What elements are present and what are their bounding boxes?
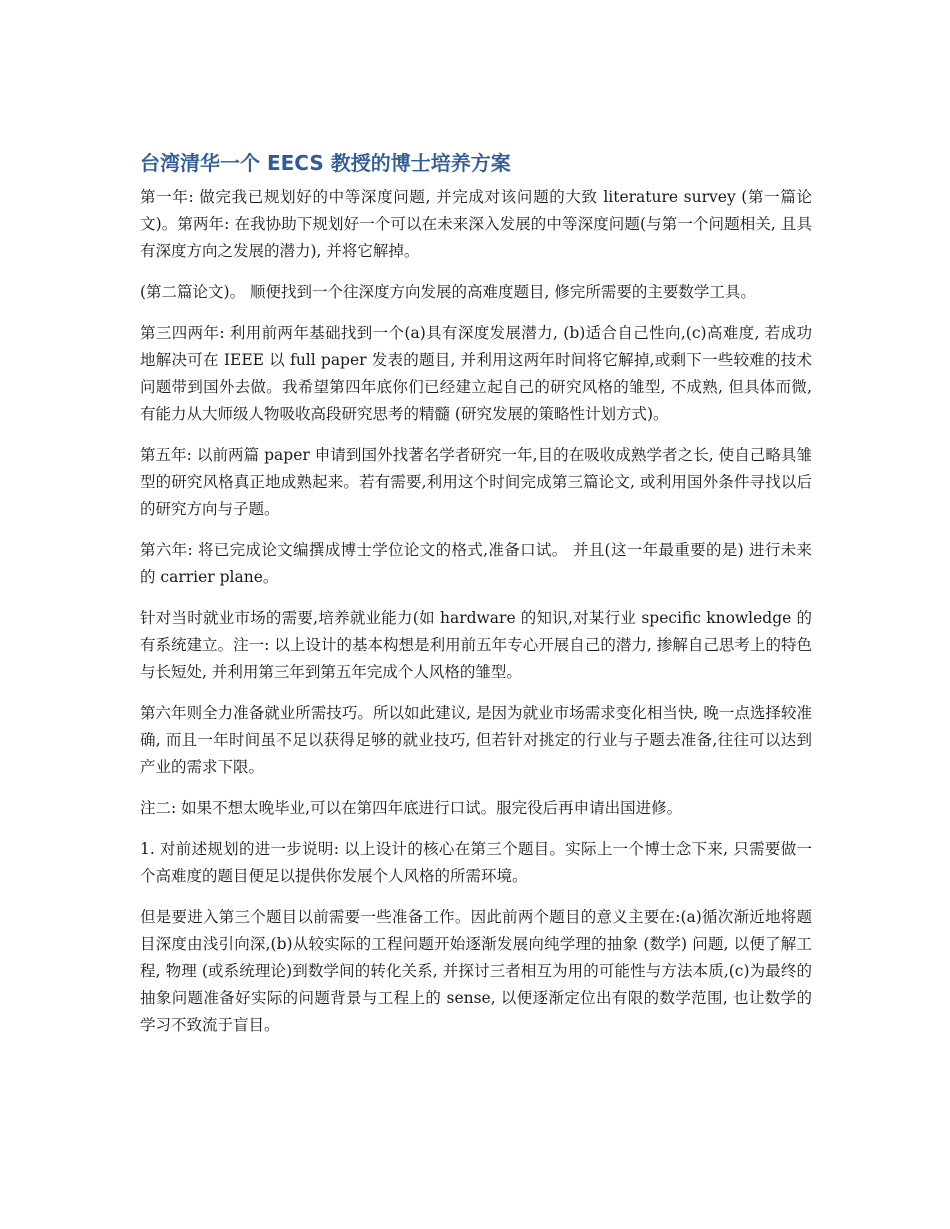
paragraph-year-five: 第五年: 以前两篇 paper 申请到国外找著名学者研究一年,目的在吸收成熟学者之长, 使自己略具雏型的研究风格真正地成熟起来。若有需要,利用这个时间完成第三篇论文, 或利用国外条件寻找以后的研究方向与子题。 (140, 446, 812, 518)
paragraph-year-six-employment: 第六年则全力准备就业所需技巧。所以如此建议, 是因为就业市场需求变化相当快, 晚一点选择较准确, 而且一年时间虽不足以获得足够的就业技巧, 但若针对挑定的行业与子题去准备,往往可以达到产业的需求下限。 (140, 704, 812, 776)
paragraph-second-paper: (第二篇论文)。 顺便找到一个往深度方向发展的高难度题目, 修完所需要的主要数学工具。 (140, 283, 756, 301)
paragraph-year-one-two: 第一年: 做完我已规划好的中等深度问题, 并完成对该问题的大致 literature survey (第一篇论文)。第两年: 在我协助下规划好一个可以在未来深入发展的中等深度问题(与第一个问题相关, 且具有深度方向之发展的潜力), 并将它解掉。 (140, 188, 812, 260)
document-title: 台湾清华一个 EECS 教授的博士培养方案 (140, 151, 511, 175)
document-page (140, 148, 812, 1053)
paragraph-preparation: 但是要进入第三个题目以前需要一些准备工作。因此前两个题目的意义主要在:(a)循次渐近地将题目深度由浅引向深,(b)从较实际的工程问题开始逐渐发展向纯学理的抽象 (数学) 问题, 以便了解工程, 物理 (或系统理论)到数学间的转化关系, 并探讨三者相互为用的可能性与方法本质,(c)为最终的抽象问题准备好实际的问题背景与工程上的 sense, 以便逐渐定位出有限的数学范围, 也让数学的学习不致流于盲目。 (140, 908, 812, 1034)
paragraph-further-explanation: 1. 对前述规划的进一步说明: 以上设计的核心在第三个题目。实际上一个博士念下来, 只需要做一个高难度的题目便足以提供你发展个人风格的所需环境。 (140, 840, 812, 885)
paragraph-year-three-four: 第三四两年: 利用前两年基础找到一个(a)具有深度发展潜力, (b)适合自己性向,(c)高难度, 若成功地解决可在 IEEE 以 full paper 发表的题目, 并利用这两年时间将它解掉,或剩下一些较难的技术问题带到国外去做。我希望第四年底你们已经建立起自己的研究风格的雏型, 不成熟, 但具体而微, 有能力从大师级人物吸收高段研究思考的精髓 (研究发展的策略性计划方式)。 (140, 324, 812, 423)
paragraph-note-one: 针对当时就业市场的需要,培养就业能力(如 hardware 的知识,对某行业 specific knowledge 的有系统建立。注一: 以上设计的基本构想是利用前五年专心开展自己的潜力, 掺解自己思考上的特色与长短处, 并利用第三年到第五年完成个人风格的雏型。 (140, 609, 812, 681)
paragraph-note-two: 注二: 如果不想太晚毕业,可以在第四年底进行口试。服完役后再申请出国进修。 (140, 799, 683, 817)
paragraph-year-six: 第六年: 将已完成论文编撰成博士学位论文的格式,准备口试。 并且(这一年最重要的是) 进行未来的 carrier plane。 (140, 541, 812, 586)
